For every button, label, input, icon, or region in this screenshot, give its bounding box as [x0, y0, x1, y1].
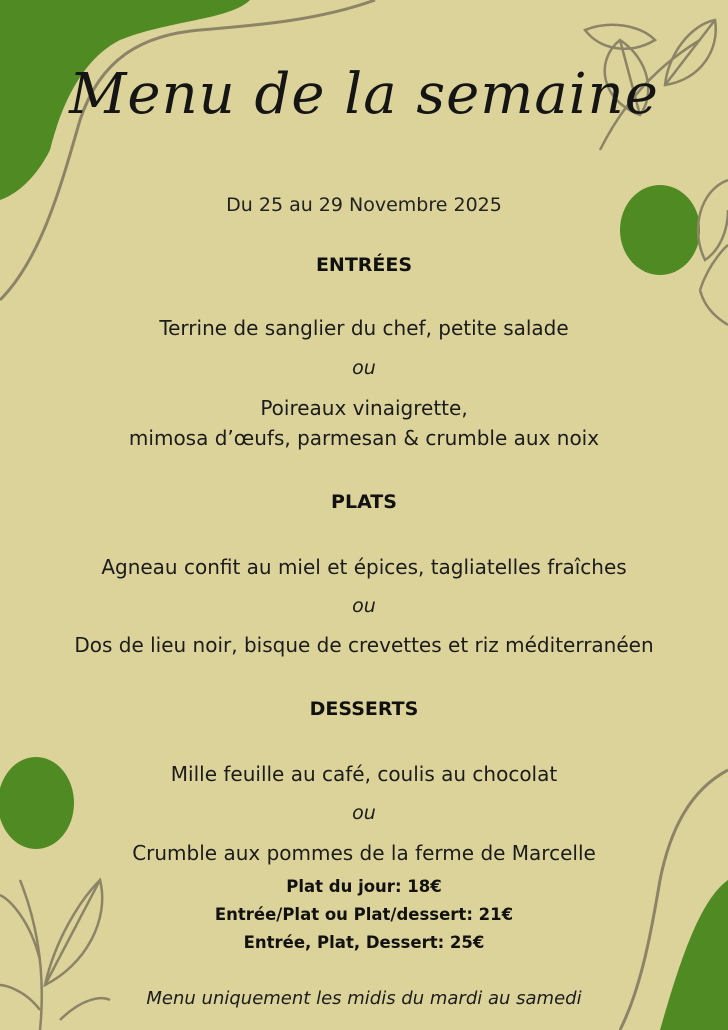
entree-dish-1: Terrine de sanglier du chef, petite salade: [159, 316, 569, 340]
dessert-dish-2: Crumble aux pommes de la ferme de Marcelle: [132, 841, 596, 865]
section-heading-desserts: DESSERTS: [309, 698, 419, 720]
dessert-dish-1: Mille feuille au café, coulis au chocolat: [170, 762, 558, 786]
plat-dish-2: Dos de lieu noir, bisque de crevettes et riz méditerranéen: [74, 633, 654, 657]
entree-or-separator: ou: [352, 357, 376, 379]
dessert-or-separator: ou: [352, 802, 376, 824]
price-plat-du-jour: Plat du jour: 18€: [286, 877, 442, 896]
price-formule-deux: Entrée/Plat ou Plat/dessert: 21€: [214, 905, 514, 924]
price-formule-trois: Entrée, Plat, Dessert: 25€: [243, 933, 485, 952]
section-heading-entrees: ENTRÉES: [315, 254, 413, 276]
week-dates: Du 25 au 29 Novembre 2025: [226, 194, 502, 216]
section-heading-plats: PLATS: [331, 491, 397, 513]
menu-title: Menu de la semaine: [69, 62, 659, 127]
footer-note: Menu uniquement les midis du mardi au samedi: [146, 988, 582, 1009]
entree-dish-2-line-1: Poireaux vinaigrette,: [260, 396, 468, 420]
plat-dish-1: Agneau confit au miel et épices, tagliatelles fraîches: [101, 555, 627, 579]
entree-dish-2-line-2: mimosa d’œufs, parmesan & crumble aux noix: [128, 426, 600, 450]
plat-or-separator: ou: [352, 595, 376, 617]
